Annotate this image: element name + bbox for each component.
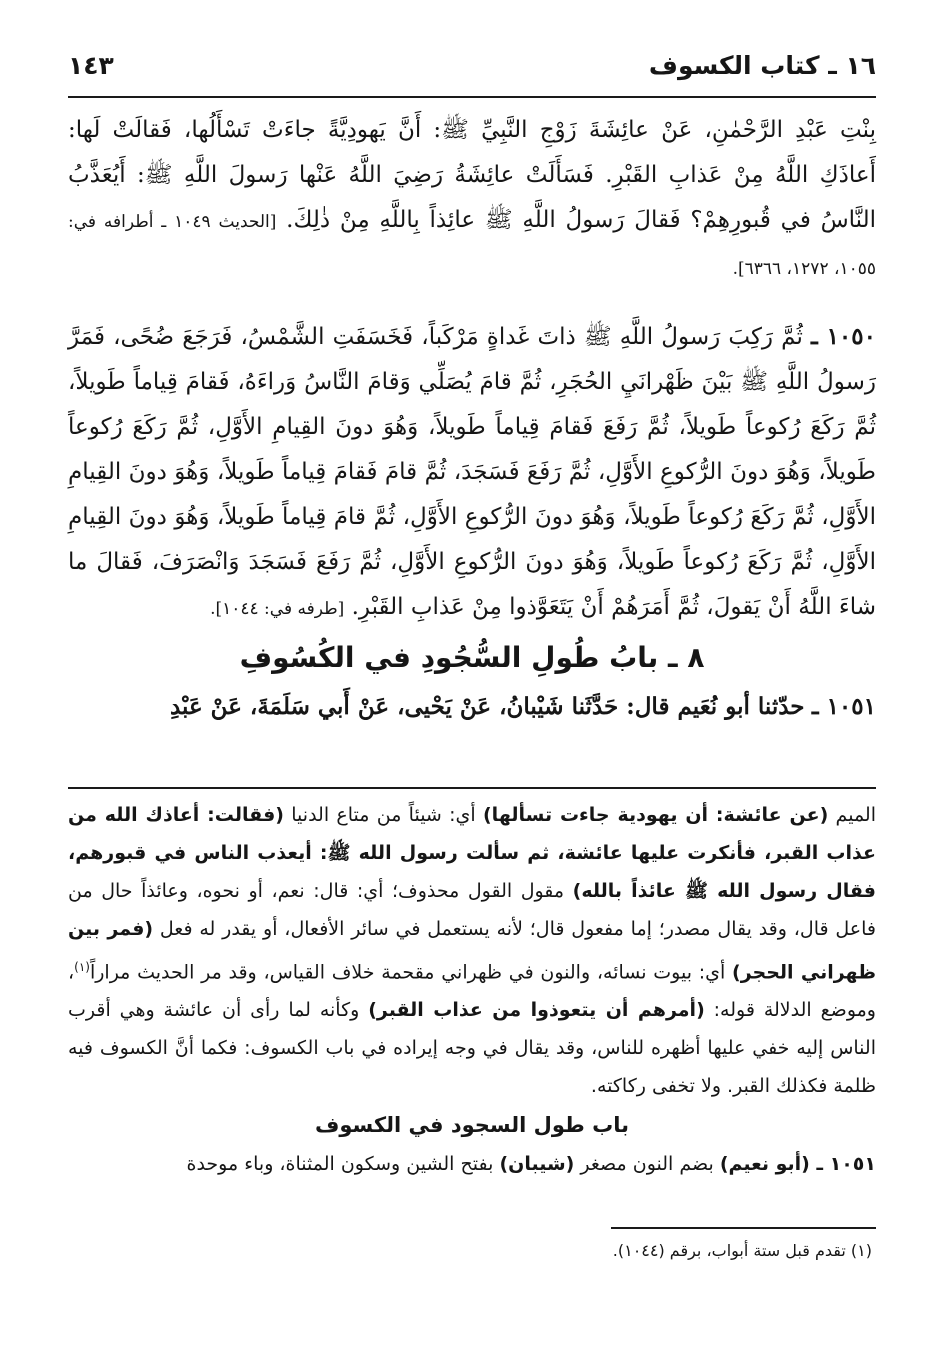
hadith-1050-text: ثُمَّ رَكِبَ رَسولُ اللَّهِ ﷺ ذاتَ غَداةٍ مَرْكَباً، فَخَسَفَتِ الشَّمْسُ، فَرَجَعَ ضُحًى، فَمَرَّ رَسولُ اللَّهِ ﷺ بَيْنَ ظَهْرانَيِ الحُجَرِ، ثُمَّ قامَ يُصَلِّي وَقامَ النَّاسُ وَراءَهُ، فَقامَ قِياماً طَويلاً، ثُمَّ رَكَعَ رُكوعاً طَويلاً، ثُمَّ رَفَعَ فَقامَ قِياماً طَويلاً، وَهُوَ دونَ القِيامِ الأَوَّلِ، ثُمَّ رَكَعَ رُكوعاً طَويلاً، وَهُوَ دونَ الرُّكوعِ الأَوَّلِ، ثُمَّ رَفَعَ فَسَجَدَ، ثُمَّ قامَ فَقامَ قِياماً طَويلاً، وَهُوَ دونَ القِيامِ الأَوَّلِ، ثُمَّ رَكَعَ رُكوعاً طَويلاً، وَهُوَ دونَ الرُّكوعِ الأَوَّلِ، ثُمَّ قامَ قِياماً طَويلاً، وَهُوَ دونَ القِيامِ الأَوَّلِ، ثُمَّ رَكَعَ رُكوعاً طَويلاً، وَهُوَ دونَ الرُّكوعِ الأَوَّلِ، ثُمَّ رَفَعَ فَسَجَدَ وَانْصَرَفَ، فَقالَ ما شاءَ اللَّهُ أَنْ يَقولَ، ثُمَّ أَمَرَهُمْ أَنْ يَتَعَوَّذوا مِنْ عَذابِ القَبْرِ. bbox=[68, 324, 876, 620]
hadith-1049-tail bbox=[68, 108, 876, 292]
commentary-quoted-text: ١٠٥١ ـ bbox=[809, 1153, 876, 1176]
running-title: ١٦ ـ كتاب الكسوف bbox=[648, 51, 876, 80]
hadith-1050-reference: [طرفه في: ١٠٤٤]. bbox=[210, 599, 345, 619]
hadith-1050 bbox=[68, 314, 876, 632]
commentary-text: أي: شيئاً من متاع الدنيا bbox=[283, 804, 483, 826]
footnote-reference: (١) bbox=[74, 960, 90, 974]
commentary-text: مقول القول محذوف؛ أي: قال: نعم، أو نحوه، وعائذاً حال من فاعل قال، وقد يقال مصدر؛ إما مفعول قال؛ لأنه يستعمل في سائر الأفعال، أو يقدر له فعل bbox=[68, 880, 876, 940]
page-header bbox=[68, 44, 876, 88]
commentary-quoted-text: (عن عائشة: أن يهودية جاءت تسألها) bbox=[483, 804, 829, 826]
hadith-1051 bbox=[68, 684, 876, 730]
commentary-quoted-text: (أبو نعيم) bbox=[719, 1153, 810, 1176]
commentary-subheading: باب طول السجود في الكسوف bbox=[314, 1113, 630, 1138]
header-divider bbox=[68, 96, 876, 98]
footnote-text: تقدم قبل ستة أبواب، برقم (١٠٤٤). bbox=[612, 1241, 846, 1260]
commentary-text: وكأنه لما رأى أن عائشة وهي أقرب الناس إليه خفي عليها أظهره للناس، وقد يقال في وجه إيراده في باب الكسوف: فكما أنَّ الكسوف فيه ظلمة فكذلك القبر. ولا تخفى ركاكته. bbox=[68, 999, 876, 1098]
footnote-divider bbox=[611, 1227, 876, 1229]
commentary-text: أي: بيوت نسائه، والنون في ظهراني مقحمة خلاف القياس، وقد مر الحديث مراراً bbox=[89, 961, 733, 984]
commentary-text: بفتح الشين وسكون المثناة، وباء موحدة bbox=[186, 1153, 500, 1176]
hadith-1049-reference: [الحديث ١٠٤٩ ـ أطرافه في: ١٠٥٥، ١٢٧٢، ٦٣٦٦]. bbox=[68, 212, 876, 279]
commentary-quoted-text: (فقالت: أعاذك الله من عذاب القبر، فأنكرت عليها عائشة، ثم سألت رسول الله ﷺ: أيعذب الناس في قبورهم، فقال رسول الله ﷺ عائذاً بالله) bbox=[68, 804, 877, 902]
commentary-paragraph bbox=[68, 796, 876, 1105]
hadith-1051-text: حدّثنا أبو نُعَيم قال: حَدَّثَنا شَيْبانُ، عَنْ يَحْيى، عَنْ أَبي سَلَمَةَ، عَنْ عَبْدِ bbox=[169, 693, 805, 720]
chapter-heading: ٨ ـ بابُ طُولِ السُّجُودِ في الكُسُوفِ bbox=[239, 641, 705, 674]
commentary-text: الميم bbox=[828, 804, 876, 826]
footnote bbox=[68, 1236, 872, 1266]
page-number: ١٤٣ bbox=[68, 51, 114, 80]
hadith-1051-number: ١٠٥١ ـ bbox=[811, 693, 876, 720]
commentary-quoted-text: (فمر بين ظهراني الحجر) bbox=[68, 918, 876, 984]
hadith-text-block bbox=[68, 108, 876, 730]
commentary-text: بضم النون مصغر bbox=[574, 1153, 720, 1176]
commentary-paragraph-1051 bbox=[68, 1145, 876, 1183]
commentary-block bbox=[68, 796, 876, 1183]
commentary-quoted-text: (أمرهم أن يتعوذوا من عذاب القبر) bbox=[368, 999, 705, 1022]
footnote-marker: (١) bbox=[850, 1241, 872, 1260]
commentary-quoted-text: (شيبان) bbox=[499, 1153, 575, 1176]
commentary-text: ، وموضع الدلالة قوله: bbox=[68, 961, 876, 1022]
commentary-divider bbox=[68, 787, 876, 789]
hadith-1049-text: بِنْتِ عَبْدِ الرَّحْمٰنِ، عَنْ عائِشَةَ زَوْجِ النَّبِيِّ ﷺ: أَنَّ يَهودِيَّةً جاءَتْ تَسْأَلُها، فَقالَتْ لَها: أَعاذَكِ اللَّهُ مِنْ عَذابِ القَبْرِ. فَسَأَلَتْ عائِشَةُ رَضِيَ اللَّهُ عَنْها رَسولَ اللَّهِ ﷺ: أَيُعَذَّبُ النَّاسُ في قُبورِهِمْ؟ فَقالَ رَسولُ اللَّهِ ﷺ عائِذاً بِاللَّهِ مِنْ ذٰلِكَ. bbox=[68, 117, 877, 233]
hadith-1050-number: ١٠٥٠ ـ bbox=[811, 323, 876, 350]
